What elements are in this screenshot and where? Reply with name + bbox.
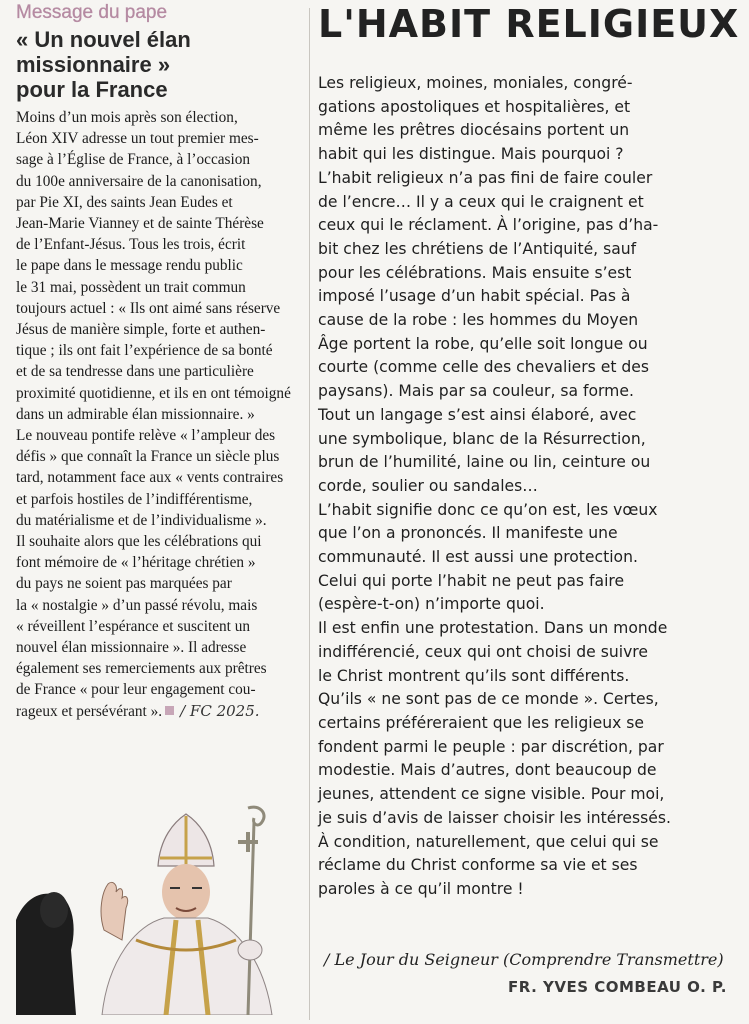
left-body-line: Moins d’un mois après son élection, <box>16 109 238 126</box>
right-body-line: même les prêtres diocésains portent un <box>318 121 630 140</box>
left-body-line: également ses remerciements aux prêtres <box>16 660 267 678</box>
left-body-line: « réveillent l’espérance et suscitent un <box>16 617 251 635</box>
left-body-line: défis » que connaît la France un siècle plus <box>16 448 280 466</box>
left-body-line: Jésus de manière simple, forte et authen- <box>16 321 266 339</box>
left-body-line: la « nostalgie » d’un passé révolu, mais <box>16 596 258 614</box>
right-article-body <box>318 72 732 902</box>
left-body-line: nouvel élan missionnaire ». Il adresse <box>16 639 247 657</box>
left-body-line: tard, notamment face aux « vents contraires <box>16 469 284 487</box>
right-body-line: courte (comme celle des chevaliers et des <box>318 358 650 377</box>
left-body-line: sage à l’Église de France, à l’occasion <box>16 151 251 169</box>
left-body-line: du matérialisme et de l’individualisme ». <box>16 511 267 529</box>
left-body-line: par Pie XI, des saints Jean Eudes et <box>16 193 233 211</box>
left-body-line: de l’Enfant-Jésus. Tous les trois, écrit <box>16 236 246 254</box>
right-body-line: L’habit religieux n’a pas fini de faire couler <box>318 168 653 187</box>
left-body-line: le pape dans le message rendu public <box>16 257 243 275</box>
right-body-line: Les religieux, moines, moniales, congré- <box>318 74 633 92</box>
right-body-line: imposé l’usage d’un habit spécial. Pas à <box>318 287 631 306</box>
right-body-line: certains préféreraient que les religieux se <box>318 713 644 732</box>
right-body-line: pour les célébrations. Mais ensuite s’est <box>318 263 632 282</box>
right-body-line: indifférencié, ceux qui ont choisi de suivre <box>318 642 648 661</box>
left-body-line: dans un admirable élan missionnaire. » <box>16 405 255 423</box>
right-body-line: de l’encre… Il y a ceux qui le craignent et <box>318 192 644 211</box>
handwritten-source-note: / Le Jour du Seigneur (Comprendre Transmettre) <box>324 950 724 969</box>
right-body-line: habit qui les distingue. Mais pourquoi ? <box>318 145 624 164</box>
right-body-line: fondent parmi le peuple : par discrétion, par <box>318 737 664 756</box>
left-body-line: toujours actuel : « Ils ont aimé sans réserve <box>16 299 281 317</box>
left-column <box>16 2 304 722</box>
left-body-line: Léon XIV adresse un tout premier mes- <box>16 130 259 148</box>
kicker-label: Message du pape <box>16 2 168 23</box>
right-body-line: je suis d’avis de laisser choisir les intéressés. <box>318 808 671 827</box>
right-body-line: Tout un langage s’est ainsi élaboré, avec <box>318 405 637 424</box>
end-square-icon <box>165 706 174 715</box>
right-body-line: (espère-t-on) n’importe quoi. <box>318 595 545 614</box>
left-body-line: tique ; ils ont fait l’expérience de sa bonté <box>16 342 273 360</box>
right-body-line: brun de l’humilité, laine ou lin, ceinture ou <box>318 453 651 472</box>
handwritten-note: / FC 2025. <box>180 701 260 720</box>
right-body-line: communauté. Il est aussi une protection. <box>318 548 638 567</box>
left-body-line: le 31 mai, possèdent un trait commun <box>16 278 246 296</box>
right-body-line: modestie. Mais d’autres, dont beaucoup de <box>318 761 657 780</box>
right-body-line: À condition, naturellement, que celui qui se <box>318 832 659 851</box>
column-divider <box>309 8 310 1020</box>
right-body-line: cause de la robe : les hommes du Moyen <box>318 311 639 330</box>
right-body-line: que l’on a prononcés. Il manifeste une <box>318 524 618 543</box>
author-signature: FR. YVES COMBEAU O. P. <box>508 978 727 996</box>
headline <box>16 27 304 102</box>
right-body-line: jeunes, attendent ce signe visible. Pour moi, <box>318 785 665 804</box>
right-body-line: Il est enfin une protestation. Dans un monde <box>318 619 668 638</box>
headline-line: pour la France <box>16 77 168 102</box>
headline-line: missionnaire » <box>16 52 171 77</box>
right-body-line: paysans). Mais par sa couleur, sa forme. <box>318 382 634 401</box>
right-body-line: Celui qui porte l’habit ne peut pas faire <box>318 571 625 590</box>
right-body-line: réclame du Christ conforme sa vie et ses <box>318 856 638 875</box>
right-body-line: Âge portent la robe, qu’elle soit longue ou <box>318 334 648 353</box>
right-body-line: Qu’ils « ne sont pas de ce monde ». Certes, <box>318 690 659 709</box>
left-body-line: et parfois hostiles de l’indifférentisme, <box>16 490 253 508</box>
pope-photo <box>16 800 306 1015</box>
headline-line: « Un nouvel élan <box>16 27 191 52</box>
right-body-line: ceux qui le réclament. À l’origine, pas d’ha- <box>318 216 659 235</box>
right-body-line: gations apostoliques et hospitalières, et <box>318 97 631 116</box>
right-body-line: une symbolique, blanc de la Résurrection, <box>318 429 646 448</box>
left-body-line: Jean-Marie Vianney et de sainte Thérèse <box>16 215 264 233</box>
right-body-line: bit chez les chrétiens de l’Antiquité, sauf <box>318 239 637 258</box>
left-body-line: du 100e anniversaire de la canonisation, <box>16 172 262 190</box>
left-body-line: et de sa tendresse dans une particulière <box>16 363 254 381</box>
right-body-line: corde, soulier ou sandales… <box>318 476 538 495</box>
left-body-line: Il souhaite alors que les célébrations qui <box>16 533 262 551</box>
right-body-line: le Christ montrent qu’ils sont différents. <box>318 666 630 685</box>
left-body-line: du pays ne soient pas marquées par <box>16 575 232 593</box>
right-body-line: L’habit signifie donc ce qu’on est, les vœux <box>318 500 658 519</box>
left-article-body <box>16 107 304 722</box>
left-body-line: proximité quotidienne, et ils en ont témoigné <box>16 384 291 402</box>
left-body-line: rageux et persévérant ». / FC 2025. <box>16 701 260 720</box>
article-title: L'HABIT RELIGIEUX <box>318 2 740 46</box>
left-body-line: de France « pour leur engagement cou- <box>16 681 256 699</box>
left-body-line: Le nouveau pontife relève « l’ampleur des <box>16 427 276 445</box>
left-body-line: font mémoire de « l’héritage chrétien » <box>16 554 256 572</box>
right-body-line: paroles à ce qu’il montre ! <box>318 879 524 898</box>
